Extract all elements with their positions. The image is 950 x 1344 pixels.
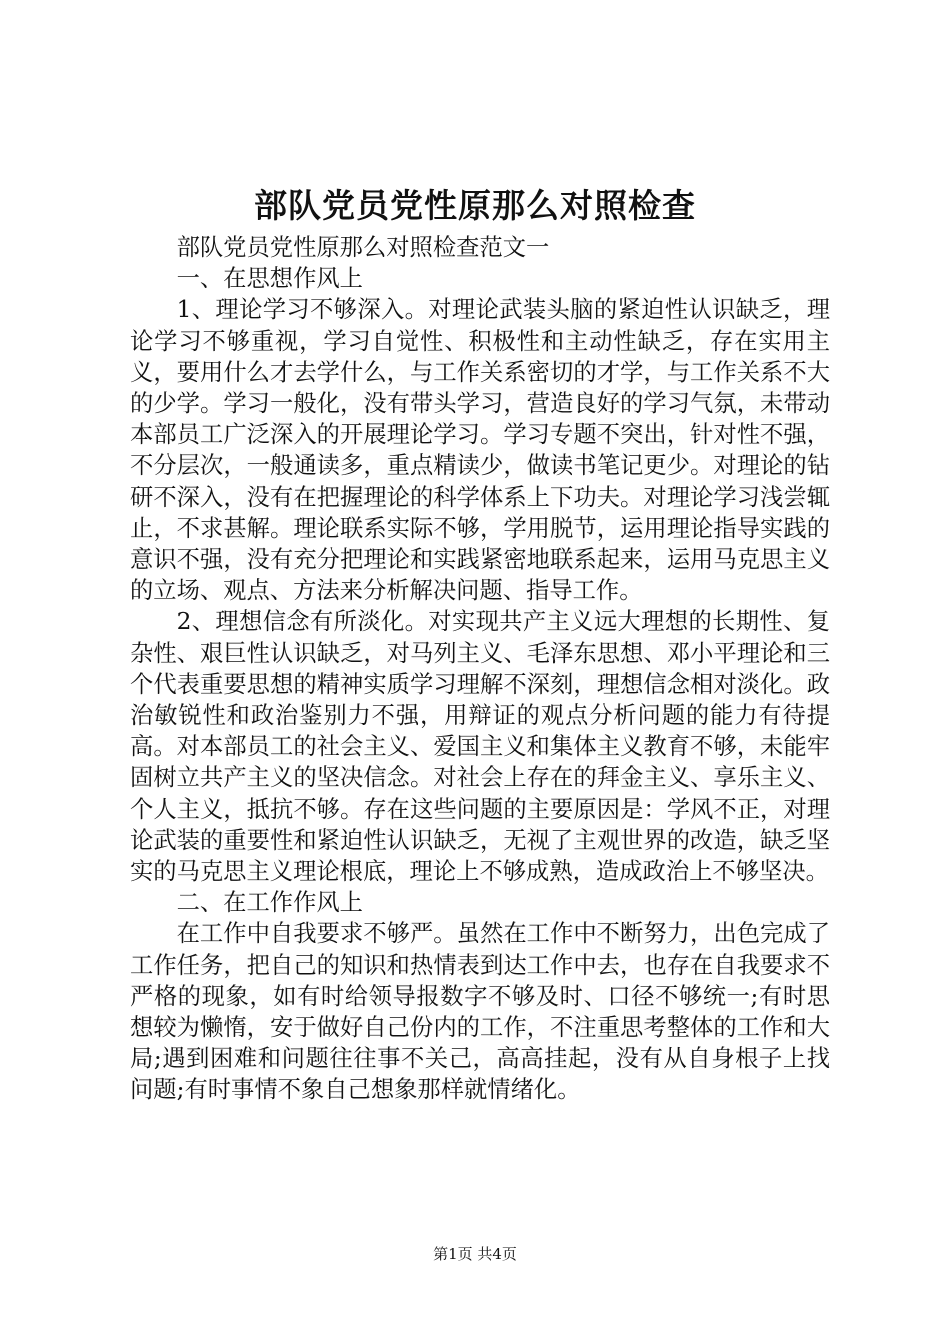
document-body bbox=[130, 232, 830, 1106]
body-paragraph: 2、理想信念有所淡化。对实现共产主义远大理想的长期性、复杂性、艰巨性认识缺乏，对马列主义、毛泽东思想、邓小平理论和三个代表重要思想的精神实质学习理解不深刻，理想信念相对淡化。政治敏锐性和政治鉴别力不强，用辩证的观点分析问题的能力有待提高。对本部员工的社会主义、爱国主义和集体主义教育不够，未能牢固树立共产主义的坚决信念。对社会上存在的拜金主义、享乐主义、个人主义，抵抗不够。存在这些问题的主要原因是：学风不正，对理论武装的重要性和紧迫性认识缺乏，无视了主观世界的改造，缺乏坚实的马克思主义理论根底，理论上不够成熟，造成政治上不够坚决。 bbox=[130, 608, 830, 886]
section-heading-ideology: 一、在思想作风上 bbox=[176, 265, 363, 293]
document-title: 部队党员党性原那么对照检查 bbox=[254, 186, 696, 225]
body-paragraph: 在工作中自我要求不够严。虽然在工作中不断努力，出色完成了工作任务，把自己的知识和热情表到达工作中去，也存在自我要求不严格的现象，如有时给领导报数字不够及时、口径不够统一;有时思想较为懒惰，安于做好自己份内的工作，不注重思考整体的工作和大局;遇到困难和问题往往事不关己，高高挂起，没有从自身根子上找问题;有时事情不象自己想象那样就情绪化。 bbox=[130, 920, 830, 1104]
subtitle-paragraph: 部队党员党性原那么对照检查范文一 bbox=[176, 234, 550, 261]
page-number-footer: 第1页 共4页 bbox=[433, 1245, 517, 1263]
body-paragraph: 1、理论学习不够深入。对理论武装头脑的紧迫性认识缺乏，理论学习不够重视，学习自觉性、积极性和主动性缺乏，存在实用主义，要用什么才去学什么，与工作关系密切的才学，与工作关系不大的少学。学习一般化，没有带头学习，营造良好的学习气氛，未带动本部员工广泛深入的开展理论学习。学习专题不突出，针对性不强，不分层次，一般通读多，重点精读少，做读书笔记更少。对理论的钻研不深入，没有在把握理论的科学体系上下功夫。对理论学习浅尝辄止，不求甚解。理论联系实际不够，学用脱节，运用理论指导实践的意识不强，没有充分把理论和实践紧密地联系起来，运用马克思主义的立场、观点、方法来分析解决问题、指导工作。 bbox=[130, 296, 830, 605]
section-heading-work: 二、在工作作风上 bbox=[176, 889, 363, 917]
